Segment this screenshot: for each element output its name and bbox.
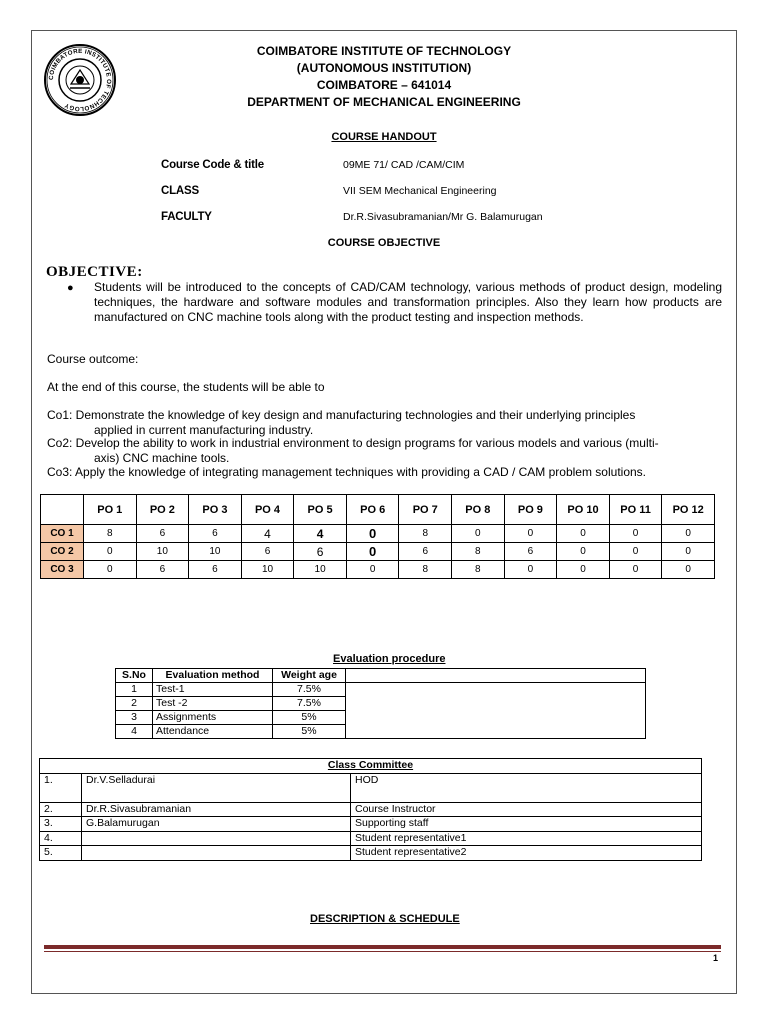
class-label: CLASS [161, 185, 199, 197]
table-cell: 0 [662, 561, 715, 579]
outcome-co2-line2: axis) CNC machine tools. [94, 450, 230, 465]
table-corner-cell [41, 495, 84, 525]
table-cell: 10 [241, 561, 294, 579]
table-cell: 6 [241, 543, 294, 561]
po-header: PO 1 [83, 495, 136, 525]
empty-merged-cell [346, 683, 646, 739]
table-cell: 0 [346, 561, 399, 579]
table-cell: 6 [189, 561, 242, 579]
co-po-mapping-table [40, 494, 715, 579]
table-cell: 10 [189, 543, 242, 561]
course-objective-heading: COURSE OBJECTIVE [327, 237, 441, 249]
table-row [41, 561, 715, 579]
table-cell: Supporting staff [351, 817, 702, 832]
table-row [40, 831, 702, 846]
footer-rule [44, 945, 721, 949]
evaluation-table [115, 668, 646, 739]
table-cell: 0 [557, 525, 610, 543]
table-cell: 2 [116, 697, 153, 711]
table-cell: 6 [399, 543, 452, 561]
table-cell: 8 [83, 525, 136, 543]
faculty-label: FACULTY [161, 211, 212, 223]
co-row-label: CO 2 [41, 543, 84, 561]
po-header: PO 8 [452, 495, 505, 525]
table-row [40, 817, 702, 832]
table-cell: G.Balamurugan [82, 817, 351, 832]
institute-name: COIMBATORE INSTITUTE OF TECHNOLOGY [256, 44, 512, 58]
table-header-row [41, 495, 715, 525]
table-cell: 0 [557, 561, 610, 579]
po-header: PO 9 [504, 495, 557, 525]
course-outcome-intro: At the end of this course, the students will be able to [47, 380, 325, 394]
table-cell: 10 [294, 561, 347, 579]
course-outcome-title: Course outcome: [47, 352, 139, 366]
table-cell: 6 [189, 525, 242, 543]
table-row [41, 525, 715, 543]
table-cell: 0 [609, 543, 662, 561]
table-cell: 1. [40, 773, 82, 802]
table-cell: 8 [452, 543, 505, 561]
objective-text: Students will be introduced to the concepts of CAD/CAM technology, various methods of product design, modeling techniques, the hardware and software modules and transformation principles. Also they learn how products are manufactured on CNC machine tools along with the product testing and inspection methods. [94, 280, 722, 324]
table-row [116, 683, 646, 697]
table-cell: 0 [557, 543, 610, 561]
table-cell: Dr.R.Sivasubramanian [82, 802, 351, 817]
table-cell: Assignments [153, 711, 273, 725]
table-cell: 2. [40, 802, 82, 817]
table-cell: Student representative1 [351, 831, 702, 846]
table-cell: 6 [504, 543, 557, 561]
table-cell: 5% [273, 725, 346, 739]
table-row [40, 773, 702, 802]
institute-status: (AUTONOMOUS INSTITUTION) [296, 61, 472, 75]
evaluation-procedure-title: Evaluation procedure [333, 653, 446, 665]
table-cell [82, 831, 351, 846]
table-cell: 0 [346, 525, 399, 543]
table-cell: 0 [346, 543, 399, 561]
table-cell: Attendance [153, 725, 273, 739]
table-cell: 4 [241, 525, 294, 543]
table-row [41, 543, 715, 561]
outcome-co2-line1: Co2: Develop the ability to work in industrial environment to design programs for various models and various (multi- [47, 436, 659, 450]
table-cell: 6 [136, 525, 189, 543]
table-cell: Course Instructor [351, 802, 702, 817]
page-number: 1 [713, 953, 719, 963]
table-cell: 8 [452, 561, 505, 579]
outcome-co1 [47, 408, 723, 437]
course-handout-title: COURSE HANDOUT [331, 131, 437, 143]
table-row [40, 802, 702, 817]
table-cell: 0 [83, 561, 136, 579]
table-cell: 7.5% [273, 683, 346, 697]
po-header: PO 7 [399, 495, 452, 525]
po-header: PO 12 [662, 495, 715, 525]
class-committee-title: Class Committee [40, 759, 702, 774]
table-cell: 0 [504, 561, 557, 579]
table-row [40, 846, 702, 861]
table-cell: 6 [136, 561, 189, 579]
po-header: PO 6 [346, 495, 399, 525]
method-header: Evaluation method [153, 669, 273, 683]
table-cell: 5. [40, 846, 82, 861]
footer-rule-thin [44, 951, 721, 952]
table-cell: Test-1 [153, 683, 273, 697]
table-cell: 0 [662, 525, 715, 543]
table-cell: HOD [351, 773, 702, 802]
faculty-value: Dr.R.Sivasubramanian/Mr G. Balamurugan [343, 211, 543, 223]
department-name: DEPARTMENT OF MECHANICAL ENGINEERING [247, 95, 521, 109]
co-row-label: CO 3 [41, 561, 84, 579]
table-cell: 0 [609, 561, 662, 579]
table-cell: 0 [83, 543, 136, 561]
class-committee-table [39, 758, 702, 861]
svg-text:COIMBATORE INSTITUTE OF TECHNO: COIMBATORE INSTITUTE OF TECHNOLOGY [47, 47, 113, 113]
bullet-icon: ● [67, 282, 74, 294]
table-cell: 3. [40, 817, 82, 832]
po-header: PO 2 [136, 495, 189, 525]
table-cell: 8 [399, 561, 452, 579]
institute-city: COIMBATORE – 641014 [316, 78, 452, 92]
po-header: PO 11 [609, 495, 662, 525]
course-code-value: 09ME 71/ CAD /CAM/CIM [343, 159, 465, 171]
table-cell: 10 [136, 543, 189, 561]
table-cell: 0 [452, 525, 505, 543]
table-cell: 0 [504, 525, 557, 543]
table-cell: 4 [116, 725, 153, 739]
table-cell: 5% [273, 711, 346, 725]
po-header: PO 3 [189, 495, 242, 525]
table-cell: 0 [609, 525, 662, 543]
sno-header: S.No [116, 669, 153, 683]
outcome-co2 [47, 436, 723, 465]
weightage-header: Weight age [273, 669, 346, 683]
table-cell: Student representative2 [351, 846, 702, 861]
table-cell: 1 [116, 683, 153, 697]
co-row-label: CO 1 [41, 525, 84, 543]
table-header-row [40, 759, 702, 774]
table-cell: 6 [294, 543, 347, 561]
po-header: PO 5 [294, 495, 347, 525]
table-cell: 0 [662, 543, 715, 561]
description-schedule-title: DESCRIPTION & SCHEDULE [310, 913, 460, 925]
table-cell: 4. [40, 831, 82, 846]
table-cell: Test -2 [153, 697, 273, 711]
outcome-co1-line2: applied in current manufacturing industry. [94, 422, 314, 437]
table-cell: 8 [399, 525, 452, 543]
table-header-row [116, 669, 646, 683]
outcome-co1-line1: Co1: Demonstrate the knowledge of key design and manufacturing technologies and their underlying principles [47, 408, 636, 422]
po-header: PO 4 [241, 495, 294, 525]
table-cell: Dr.V.Selladurai [82, 773, 351, 802]
po-header: PO 10 [557, 495, 610, 525]
class-value: VII SEM Mechanical Engineering [343, 185, 497, 197]
table-cell: 7.5% [273, 697, 346, 711]
objective-title: OBJECTIVE: [46, 264, 143, 280]
table-cell: 3 [116, 711, 153, 725]
course-code-label: Course Code & title [161, 159, 264, 171]
table-cell: 4 [294, 525, 347, 543]
empty-cell [346, 669, 646, 683]
table-cell [82, 846, 351, 861]
outcome-co3: Co3: Apply the knowledge of integrating management techniques with providing a CAD / CAM problem solutions. [47, 465, 646, 479]
